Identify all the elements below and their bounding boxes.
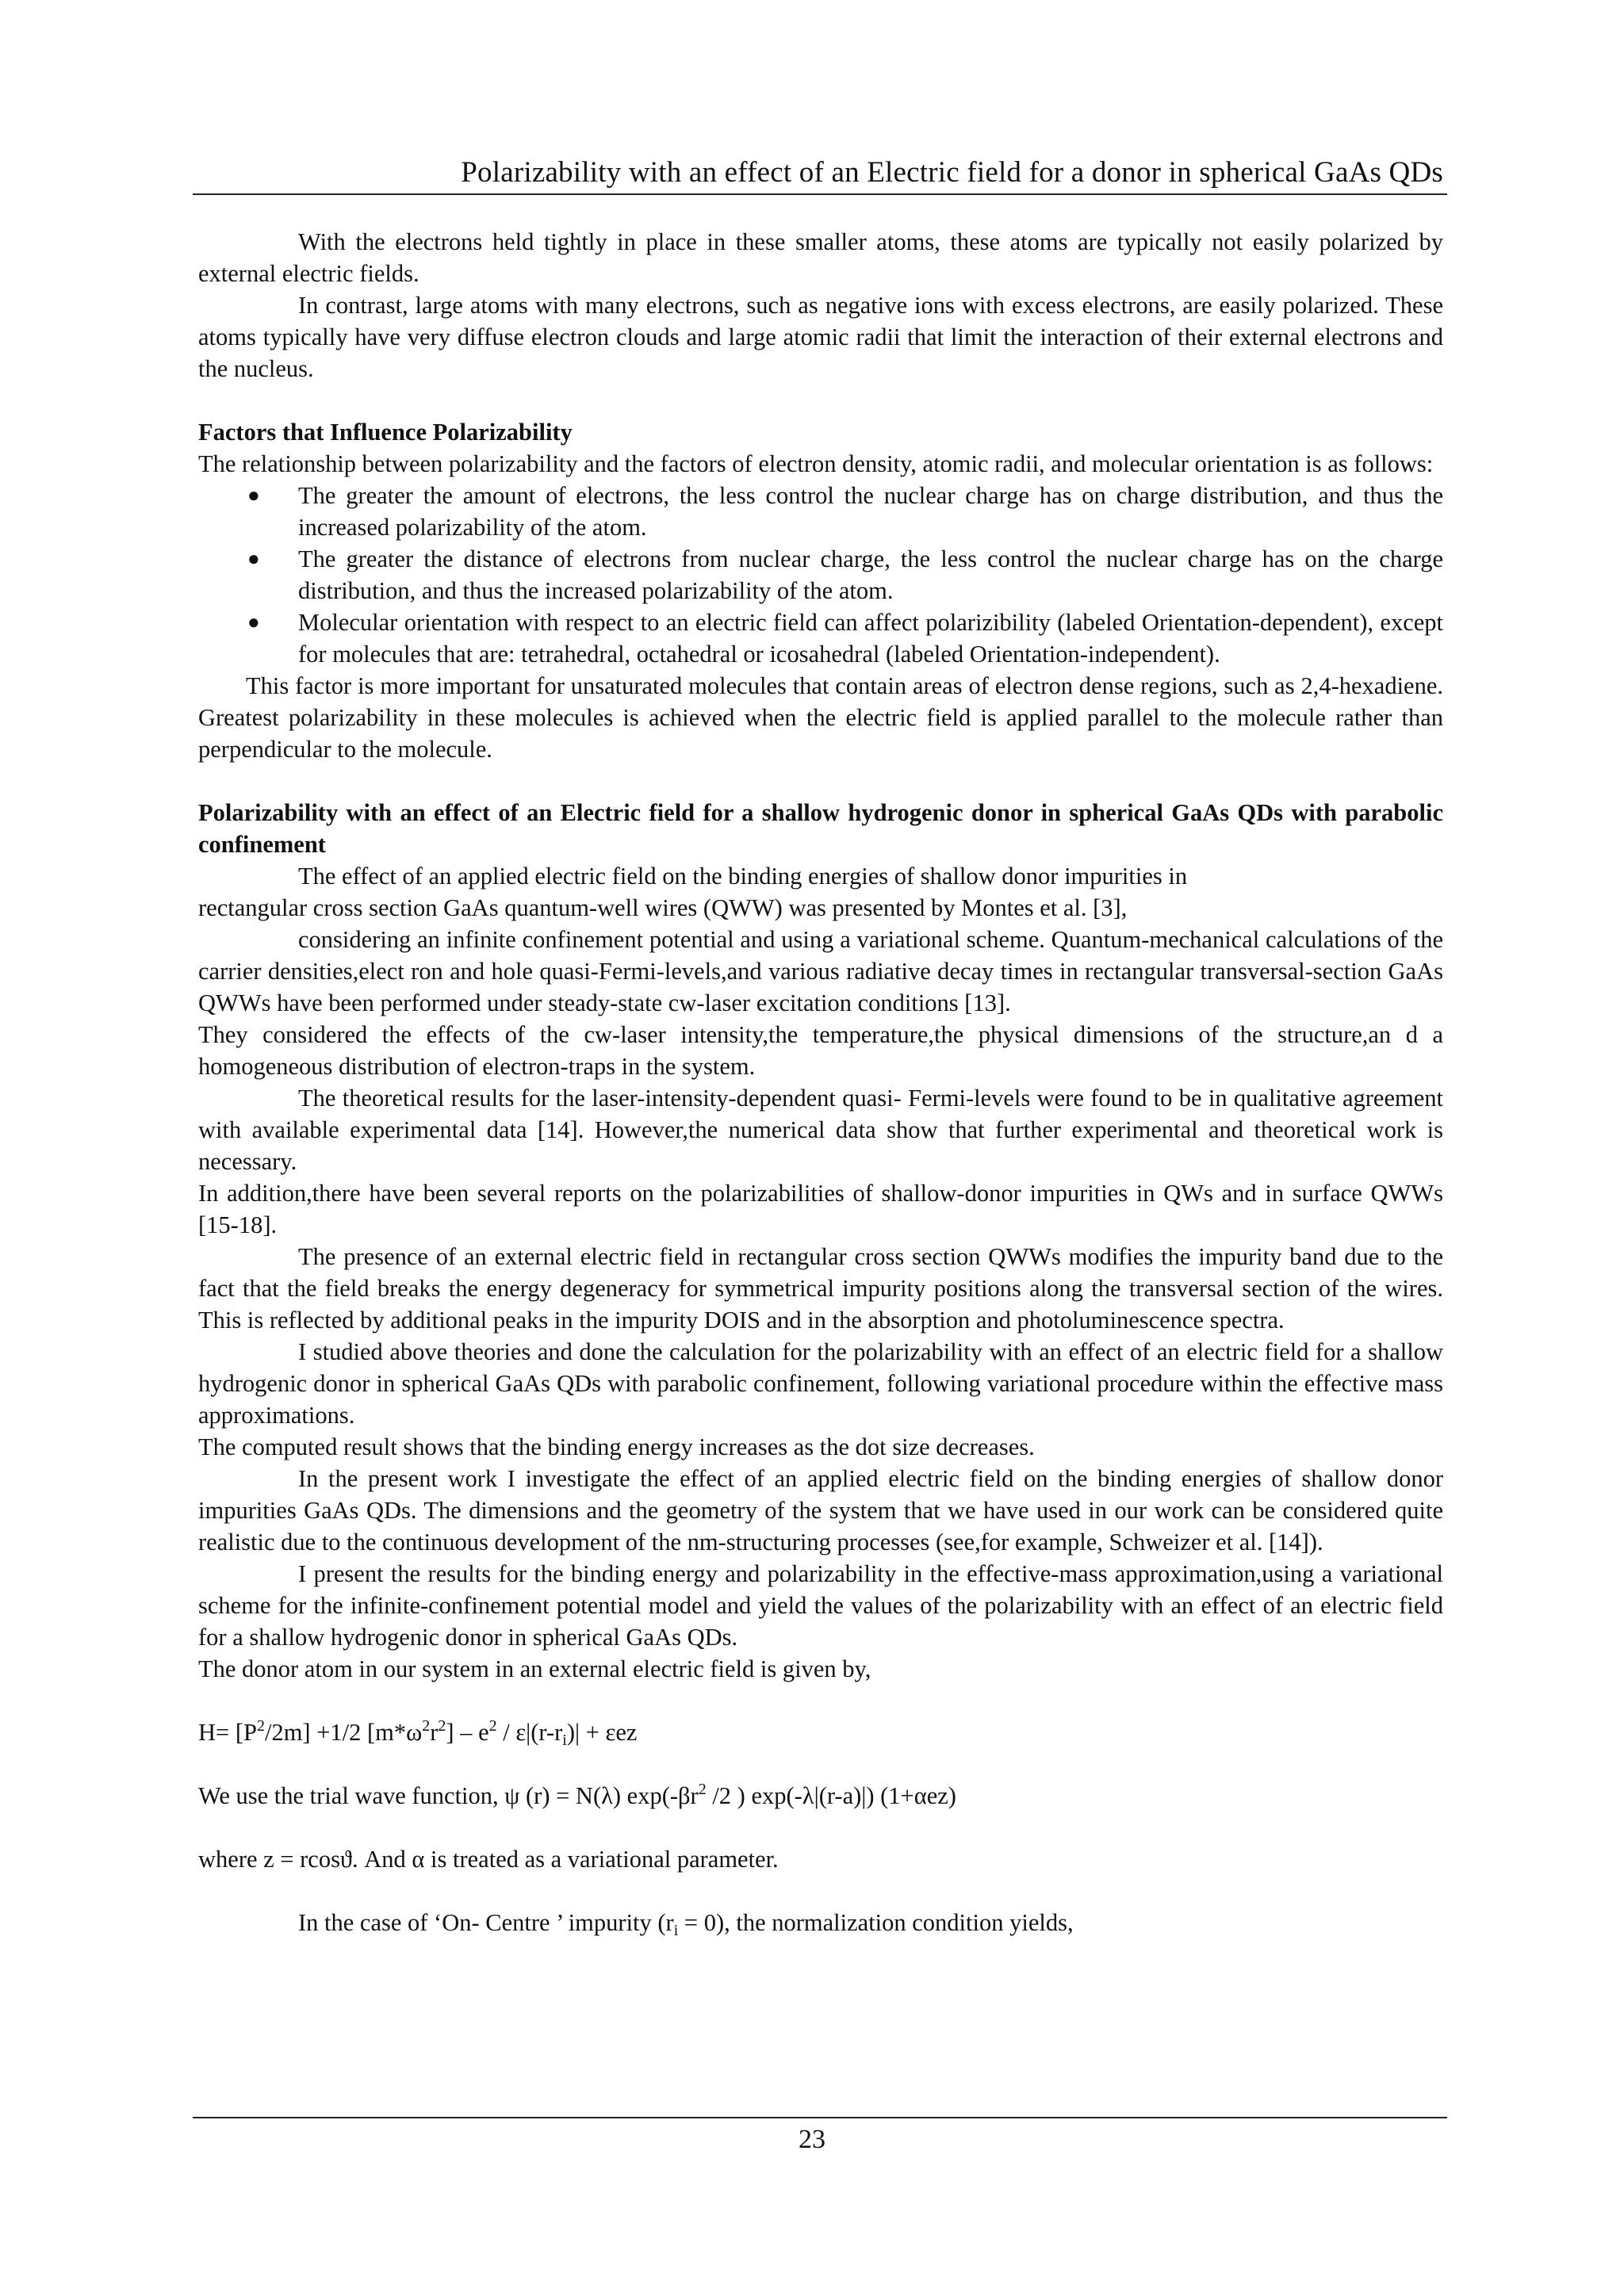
paragraph: where z = rcosϑ. And α is treated as a variational parameter. [198,1846,779,1873]
paragraph: In addition,there have been several reports on the polarizabilities of shallow-donor impurities in QWs and in surface QWWs [15-18]. [198,1180,1443,1238]
paragraph: considering an infinite confinement potential and using a variational scheme. Quantum-mechanical calculations of the carrier densities,elect ron and hole quasi-Fermi-levels,and various radiative decay times in rectangular transversal-section GaAs QWWs have been performed under steady-state cw-laser excitation conditions [13]. [198,926,1443,1016]
paragraph: The theoretical results for the laser-intensity-dependent quasi- Fermi-levels were found to be in qualitative agreement with available experimental data [14]. However,the numerical data show that further experimental and theoretical work is necessary. [198,1085,1443,1175]
page-number: 23 [799,2125,825,2154]
running-header: Polarizability with an effect of an Electric field for a donor in spherical GaAs QDs [461,156,1443,189]
paragraph: The effect of an applied electric field on the binding energies of shallow donor impurities in [298,863,1188,890]
paragraph: In the present work I investigate the effect of an applied electric field on the binding energies of shallow donor impurities GaAs QDs. The dimensions and the geometry of the system that we have used in our work can be considered quite realistic due to the continuous development of the nm-structuring processes (see,for example, Schweizer et al. [14]). [198,1465,1443,1556]
paragraph: rectangular cross section GaAs quantum-well wires (QWW) was presented by Montes et al. [3], [198,894,1128,921]
hamiltonian-equation: $H= [P^2/2m] +1/2$ $[m*\omega^2r^2] - e^2 / \varepsilon|(r-r_i)| + \varepsilon ez$ [198,1717,638,1749]
paragraph: In contrast, large atoms with many electrons, such as negative ions with excess electrons, are easily polarized. These atoms typically have very diffuse electron clouds and large atomic radii that limit the interaction of their external electrons and the nucleus. [198,292,1443,382]
paragraph: The donor atom in our system in an external electric field is given by, [198,1655,871,1682]
list-item [198,607,1443,670]
paragraph: The relationship between polarizability and the factors of electron density, atomic radii, and molecular orientation is as follows: [198,450,1434,477]
bullet-icon: ● [247,484,260,507]
bullet-icon: ● [247,610,260,633]
list-item-text: Molecular orientation with respect to an electric field can affect polarizibility (labeled Orientation-dependent), except for molecules that are: tetrahedral, octahedral or icosahedral (labeled Orientation-independent). [298,609,1443,668]
bullet-icon: ● [247,547,260,570]
paragraph: They considered the effects of the cw-laser intensity,the temperature,the physical dimensions of the structure,an d a homogeneous distribution of electron-traps in the system. [198,1021,1443,1080]
section-heading: Factors that Influence Polarizability [198,419,573,446]
paragraph: This factor is more important for unsaturated molecules that contain areas of electron dense regions, such as 2,4-hexadiene. Greatest polarizability in these molecules is achieved when the electric field is applied parallel to the molecule rather than perpendicular to the molecule. [198,672,1443,763]
footer-rule [193,2117,1447,2118]
paragraph: I present the results for the binding energy and polarizability in the effective-mass approximation,using a variational scheme for the infinite-confinement potential model and yield the values of the polarizability with an effect of an electric field for a shallow hydrogenic donor in spherical GaAs QDs. [198,1560,1443,1651]
section-heading: Polarizability with an effect of an Electric field for a shallow hydrogenic donor in spherical GaAs QDs with parabolic confinement [198,799,1443,858]
paragraph: The presence of an external electric field in rectangular cross section QWWs modifies the impurity band due to the fact that the field breaks the energy degeneracy for symmetrical impurity positions along the transversal section of the wires. This is reflected by additional peaks in the impurity DOIS and in the absorption and photoluminescence spectra. [198,1243,1443,1334]
list-item [198,543,1443,607]
paragraph: I studied above theories and done the calculation for the polarizability with an effect of an electric field for a shallow hydrogenic donor in spherical GaAs QDs with parabolic confinement, following variational procedure within the effective mass approximations. [198,1338,1443,1429]
paragraph: In the case of ‘On- Centre ’ impurity $(r_i = 0)$, the normalization condition yields, [298,1909,1074,1939]
header-rule [193,193,1447,195]
list-item-text: The greater the amount of electrons, the less control the nuclear charge has on charge distribution, and thus the increased polarizability of the atom. [298,482,1443,541]
trial-wave-function-equation: We use the trial wave function, ψ (r) = N(λ) $\exp(-\beta r^2$ /2 ) exp(-λ|(r-a)|) (1+αez) [198,1781,956,1809]
bullet-list [198,480,1443,670]
paragraph: With the electrons held tightly in place in these smaller atoms, these atoms are typically not easily polarized by external electric fields. [198,228,1443,287]
paragraph: The computed result shows that the binding energy increases as the dot size decreases. [198,1433,1035,1460]
list-item [198,480,1443,543]
list-item-text: The greater the distance of electrons from nuclear charge, the less control the nuclear charge has on the charge distribution, and thus the increased polarizability of the atom. [298,545,1443,604]
body-text [198,226,1443,1938]
